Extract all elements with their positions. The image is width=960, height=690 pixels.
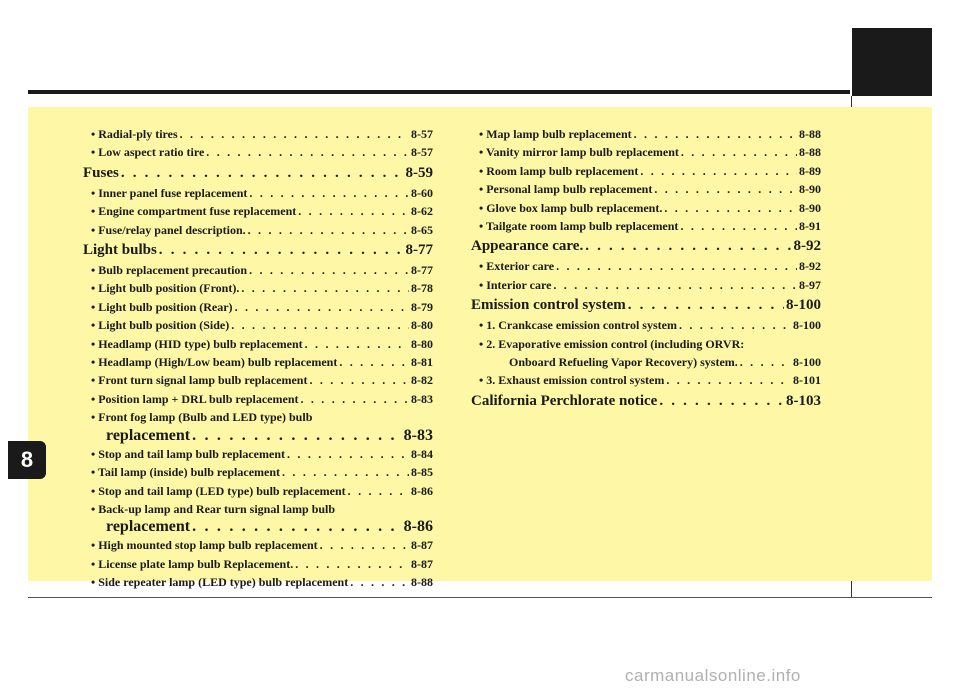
dot-leader xyxy=(553,276,797,294)
toc-entry-label: • Light bulb position (Front). xyxy=(91,281,240,296)
toc-entry-label: • 3. Exhaust emission control system xyxy=(479,373,665,388)
toc-entry-label: • Personal lamp bulb replacement xyxy=(479,182,653,197)
toc-entry-label: • Stop and tail lamp bulb replacement xyxy=(91,446,286,461)
toc-page-number: 8-100 xyxy=(786,297,821,314)
toc-page-number: 8-103 xyxy=(786,392,821,409)
dot-leader xyxy=(248,221,409,239)
toc-entry[interactable] xyxy=(83,279,433,297)
dot-leader xyxy=(287,445,409,463)
toc-entry[interactable] xyxy=(471,217,821,235)
dot-leader xyxy=(192,518,402,536)
dot-leader xyxy=(192,427,402,445)
toc-page-number: 8-77 xyxy=(411,263,433,278)
toc-page-number: 8-101 xyxy=(793,373,821,388)
toc-page-number: 8-86 xyxy=(403,518,433,536)
dot-leader xyxy=(320,536,409,554)
toc-entry-line: • 2. Evaporative emission control (including ORVR: xyxy=(479,336,745,351)
toc-page-number: 8-87 xyxy=(411,556,433,571)
toc-entry-label: Appearance care. xyxy=(471,238,584,255)
toc-page-number: 8-92 xyxy=(799,259,821,274)
watermark-text: carmanualsonline.info xyxy=(625,666,801,685)
toc-entry[interactable] xyxy=(83,221,433,239)
toc-page-number: 8-65 xyxy=(411,222,433,237)
toc-entry[interactable] xyxy=(471,180,821,198)
toc-entry[interactable] xyxy=(83,445,433,463)
toc-entry-label: • Inner panel fuse replacement xyxy=(91,185,248,200)
toc-page-number: 8-57 xyxy=(411,127,433,141)
toc-entry-label: • Bulb replacement precaution xyxy=(91,263,248,278)
toc-page-number: 8-82 xyxy=(411,373,433,388)
dot-leader xyxy=(339,353,409,371)
dot-leader xyxy=(666,371,791,389)
toc-page-number: 8-89 xyxy=(799,163,821,178)
toc-entry[interactable] xyxy=(83,316,433,334)
toc-page-number: 8-80 xyxy=(411,336,433,351)
dot-leader xyxy=(282,463,409,481)
toc-entry[interactable] xyxy=(83,125,433,143)
toc-page-number: 8-86 xyxy=(411,483,433,498)
chapter-number-badge: 8 xyxy=(8,441,46,479)
toc-page-number: 8-85 xyxy=(411,465,433,480)
toc-entry-label: • Low aspect ratio tire xyxy=(91,145,205,160)
toc-entry-label: • Position lamp + DRL bulb replacement xyxy=(91,391,299,406)
toc-column-left xyxy=(83,125,433,592)
toc-entry[interactable] xyxy=(471,257,821,275)
toc-entry[interactable] xyxy=(83,573,433,591)
toc-entry[interactable] xyxy=(83,335,433,353)
toc-page-number: 8-79 xyxy=(411,299,433,314)
toc-entry[interactable] xyxy=(471,162,821,180)
toc-page-number: 8-80 xyxy=(411,318,433,333)
dot-leader xyxy=(206,143,409,161)
toc-entry[interactable] xyxy=(83,353,433,371)
toc-entry-label: • Vanity mirror lamp bulb replacement xyxy=(479,145,679,160)
toc-section-heading[interactable] xyxy=(471,294,821,316)
toc-entry-line: • Back-up lamp and Rear turn signal lamp bulb xyxy=(91,501,336,516)
toc-entry-label: • Exterior care xyxy=(479,259,555,274)
toc-entry-label: • Front turn signal lamp bulb replacement xyxy=(91,373,308,388)
toc-entry[interactable] xyxy=(471,316,821,334)
toc-page-number: 8-77 xyxy=(405,242,433,259)
toc-entry-label: California Perchlorate notice xyxy=(471,392,658,409)
toc-page-number: 8-90 xyxy=(799,182,821,197)
toc-page-number: 8-90 xyxy=(799,200,821,215)
toc-page-number: 8-83 xyxy=(411,391,433,406)
toc-entry-line: • Front fog lamp (Bulb and LED type) bulb xyxy=(91,410,313,425)
toc-entry-label: • Tailgate room lamp bulb replacement xyxy=(479,219,679,234)
dot-leader xyxy=(350,573,409,591)
toc-entry-label: Onboard Refueling Vapor Recovery) system. xyxy=(509,355,738,370)
dot-leader xyxy=(249,261,409,279)
toc-page-number: 8-81 xyxy=(411,355,433,370)
toc-entry-label: • Fuse/relay panel description. xyxy=(91,222,246,237)
toc-entry[interactable] xyxy=(471,125,821,143)
toc-entry-label: • Glove box lamp bulb replacement. xyxy=(479,200,663,215)
dot-leader xyxy=(231,316,409,334)
chapter-tab-block xyxy=(852,28,932,96)
toc-page-number: 8-84 xyxy=(411,446,433,461)
dot-leader xyxy=(309,371,409,389)
toc-entry[interactable] xyxy=(83,463,433,481)
dot-leader xyxy=(180,125,409,143)
toc-entry-label: • Light bulb position (Rear) xyxy=(91,299,233,314)
toc-entry-label: • Side repeater lamp (LED type) bulb replacement xyxy=(91,575,349,590)
dot-leader xyxy=(235,298,409,316)
toc-entry[interactable] xyxy=(471,143,821,161)
toc-page-number: 8-88 xyxy=(411,575,433,590)
toc-page-number: 8-57 xyxy=(411,145,433,160)
dot-leader xyxy=(680,217,797,235)
toc-entry-label: • Map lamp bulb replacement xyxy=(479,127,632,141)
toc-entry-label: • Light bulb position (Side) xyxy=(91,318,230,333)
toc-section-heading[interactable] xyxy=(471,235,821,257)
toc-entry-label: • Stop and tail lamp (LED type) bulb replacement xyxy=(91,483,346,498)
toc-page-number: 8-88 xyxy=(799,145,821,160)
toc-entry-label: Emission control system xyxy=(471,297,626,314)
toc-entry-label: replacement xyxy=(106,518,191,536)
dot-leader xyxy=(634,125,797,143)
toc-entry[interactable] xyxy=(471,371,821,389)
toc-entry[interactable] xyxy=(83,536,433,554)
dot-leader xyxy=(640,162,797,180)
toc-entry[interactable] xyxy=(83,390,433,408)
toc-entry[interactable] xyxy=(83,427,433,445)
toc-entry-label: • Headlamp (HID type) bulb replacement xyxy=(91,336,303,351)
toc-page-number: 8-78 xyxy=(411,281,433,296)
toc-entry-label: • Headlamp (High/Low beam) bulb replacement xyxy=(91,355,338,370)
toc-column-right xyxy=(471,125,821,412)
toc-entry-label: • High mounted stop lamp bulb replacement xyxy=(91,538,318,553)
toc-page-number: 8-87 xyxy=(411,538,433,553)
toc-entry-label: • Room lamp bulb replacement xyxy=(479,163,639,178)
toc-entry[interactable] xyxy=(471,353,821,371)
dot-leader xyxy=(679,316,791,334)
toc-entry[interactable] xyxy=(83,202,433,220)
dot-leader xyxy=(301,390,410,408)
dot-leader xyxy=(249,184,409,202)
toc-entry[interactable] xyxy=(471,276,821,294)
toc-entry[interactable] xyxy=(83,555,433,573)
dot-leader xyxy=(348,482,409,500)
dot-leader xyxy=(585,235,791,257)
toc-page-number: 8-88 xyxy=(799,127,821,141)
toc-entry-label: • Engine compartment fuse replacement xyxy=(91,204,297,219)
toc-section-heading[interactable] xyxy=(83,239,433,261)
toc-page-number: 8-92 xyxy=(793,238,821,255)
toc-entry-label: • Tail lamp (inside) bulb replacement xyxy=(91,465,281,480)
dot-leader xyxy=(159,239,404,261)
toc-entry[interactable] xyxy=(83,482,433,500)
dot-leader xyxy=(664,199,797,217)
bottom-rule xyxy=(28,597,932,598)
toc-entry[interactable] xyxy=(83,184,433,202)
toc-entry-label: • 1. Crankcase emission control system xyxy=(479,318,677,333)
toc-entry[interactable] xyxy=(83,298,433,316)
toc-entry-label: Light bulbs xyxy=(83,242,157,259)
dot-leader xyxy=(681,143,797,161)
toc-entry-label: Fuses xyxy=(83,164,119,181)
toc-entry-label: • Interior care xyxy=(479,277,552,292)
dot-leader xyxy=(241,279,409,297)
toc-entry[interactable] xyxy=(83,371,433,389)
dot-leader xyxy=(628,294,784,316)
toc-page-number: 8-100 xyxy=(793,355,821,370)
toc-entry-label: replacement xyxy=(106,426,191,444)
toc-page-number: 8-62 xyxy=(411,204,433,219)
dot-leader xyxy=(295,555,409,573)
toc-page-number: 8-59 xyxy=(405,164,433,181)
toc-entry-label: • Radial-ply tires xyxy=(91,127,178,141)
dot-leader xyxy=(659,390,784,412)
toc-page-number: 8-60 xyxy=(411,185,433,200)
dot-leader xyxy=(305,335,409,353)
toc-page-number: 8-97 xyxy=(799,277,821,292)
toc-section-heading[interactable] xyxy=(83,162,433,184)
toc-entry[interactable] xyxy=(83,261,433,279)
toc-section-heading[interactable] xyxy=(471,390,821,412)
toc-entry-label: • License plate lamp bulb Replacement. xyxy=(91,556,294,571)
dot-leader xyxy=(298,202,409,220)
toc-page-number: 8-100 xyxy=(793,318,821,333)
toc-page-number: 8-83 xyxy=(403,426,433,444)
dot-leader xyxy=(654,180,797,198)
toc-entry[interactable] xyxy=(471,199,821,217)
toc-entry[interactable] xyxy=(83,143,433,161)
toc-entry[interactable] xyxy=(83,518,433,536)
toc-page-number: 8-91 xyxy=(799,219,821,234)
dot-leader xyxy=(556,257,797,275)
dot-leader xyxy=(121,162,404,184)
dot-leader xyxy=(740,353,791,371)
top-rule xyxy=(28,90,850,94)
